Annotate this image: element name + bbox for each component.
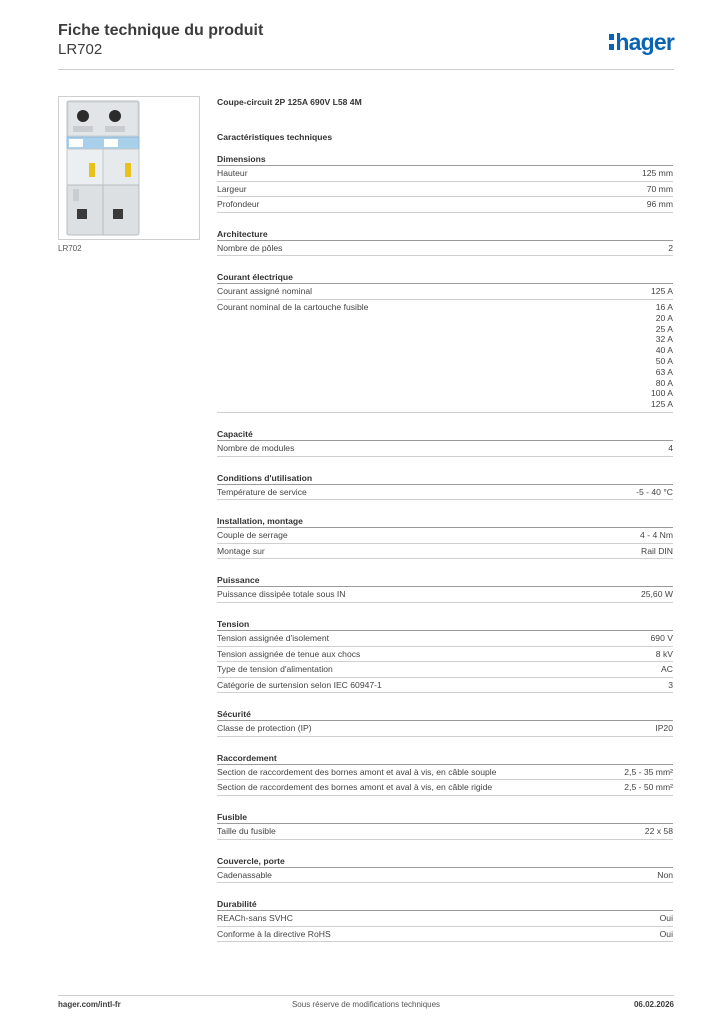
spec-label: Section de raccordement des bornes amont et aval à vis, en câble rigide (217, 782, 493, 793)
spec-label: Couple de serrage (217, 530, 288, 541)
spec-value-line: AC (661, 664, 673, 675)
spec-label: Profondeur (217, 199, 260, 210)
spec-value (668, 443, 673, 454)
spec-row (217, 721, 673, 737)
spec-value (660, 929, 673, 940)
spec-value-line: 63 A (655, 366, 673, 377)
spec-label: REACh-sans SVHC (217, 913, 293, 924)
spec-label: Hauteur (217, 168, 248, 178)
spec-value-line: 96 mm (646, 199, 673, 210)
spec-row (217, 166, 673, 182)
spec-value-line: 125 A (651, 286, 673, 297)
spec-value (624, 767, 673, 778)
logo-mark-icon (609, 34, 614, 50)
spec-value-line: 16 A (655, 301, 673, 312)
spec-row (217, 441, 673, 457)
spec-row (217, 678, 673, 694)
spec-label: Nombre de pôles (217, 242, 283, 253)
spec-section (217, 707, 673, 737)
spec-row (217, 182, 673, 198)
spec-row (217, 544, 673, 560)
spec-value (647, 184, 673, 195)
spec-row (217, 528, 673, 544)
spec-value (641, 589, 673, 600)
spec-value (655, 723, 673, 734)
spec-label: Largeur (217, 183, 247, 194)
footer-website[interactable]: hager.com/intl-fr (58, 1000, 121, 1009)
spec-row (217, 662, 673, 678)
spec-section (217, 854, 673, 884)
spec-label: Catégorie de surtension selon IEC 60947-1 (217, 679, 382, 690)
section-title: Tension (217, 617, 673, 631)
spec-label: Section de raccordement des bornes amont et aval à vis, en câble souple (217, 766, 497, 777)
spec-label: Tension assignée d'isolement (217, 632, 329, 643)
spec-value (660, 913, 673, 924)
spec-value-line: 50 A (655, 355, 673, 366)
spec-value-line: Rail DIN (641, 545, 673, 556)
spec-content (217, 96, 673, 942)
spec-value-line: 690 V (650, 632, 673, 643)
spec-row (217, 927, 673, 943)
footer-notice: Sous réserve de modifications techniques (291, 1000, 441, 1009)
spec-value-line: 40 A (655, 345, 673, 356)
spec-section (217, 152, 673, 213)
spec-label: Type de tension d'alimentation (217, 664, 333, 675)
spec-value (640, 530, 673, 541)
spec-value-line: 125 mm (641, 168, 673, 178)
fuse-holder-illustration (59, 97, 201, 241)
spec-label: Courant nominal de la cartouche fusible (217, 301, 369, 312)
spec-value (668, 243, 673, 254)
spec-value-line: 20 A (655, 312, 673, 323)
spec-label: Cadenassable (217, 869, 272, 880)
spec-value (624, 782, 673, 793)
spec-row (217, 284, 673, 300)
spec-section (217, 573, 673, 603)
spec-sections (217, 152, 673, 942)
spec-section (217, 617, 673, 693)
spec-row (217, 824, 673, 840)
spec-section (217, 427, 673, 457)
spec-value-line: Oui (659, 913, 673, 924)
spec-value (636, 487, 673, 498)
spec-value (641, 546, 673, 557)
product-image (58, 96, 200, 240)
product-name: Coupe-circuit 2P 125A 690V L58 4M (217, 97, 362, 107)
spec-row (217, 868, 673, 884)
spec-section (217, 227, 673, 257)
spec-value-line: Oui (659, 928, 673, 939)
logo-wordmark: hager (615, 29, 674, 55)
section-title: Courant électrique (217, 270, 673, 284)
spec-label: Tension assignée de tenue aux chocs (217, 648, 361, 659)
spec-value (645, 826, 673, 837)
spec-value-line: 25,60 W (640, 589, 673, 600)
product-reference: LR702 (58, 41, 103, 58)
section-title: Couvercle, porte (217, 854, 673, 868)
spec-value-line: 70 mm (646, 183, 673, 194)
spec-value (651, 302, 673, 410)
spec-value (651, 286, 673, 297)
spec-section (217, 514, 673, 559)
spec-value-line: 4 - 4 Nm (640, 530, 673, 541)
section-title: Sécurité (217, 707, 673, 721)
spec-row (217, 485, 673, 501)
spec-value (642, 168, 673, 179)
page-title: Fiche technique du produit (58, 22, 264, 39)
spec-row (217, 647, 673, 663)
footer-date: 06.02.2026 (633, 1000, 674, 1009)
spec-value-line: IP20 (655, 723, 673, 734)
spec-row (217, 765, 673, 781)
spec-row (217, 241, 673, 257)
page-footer (58, 995, 674, 1011)
spec-label: Montage sur (217, 545, 265, 556)
spec-value-line: 8 kV (655, 648, 673, 659)
spec-row (217, 300, 673, 413)
section-title: Puissance (217, 573, 673, 587)
spec-label: Nombre de modules (217, 442, 295, 453)
spec-section (217, 810, 673, 840)
spec-label: Puissance dissipée totale sous IN (217, 589, 346, 600)
spec-value-line: Non (657, 869, 673, 880)
section-title: Installation, montage (217, 514, 673, 528)
spec-label: Classe de protection (IP) (217, 723, 312, 734)
spec-value-line: 80 A (655, 377, 673, 388)
spec-value (661, 664, 673, 675)
spec-value (647, 199, 673, 210)
section-title: Conditions d'utilisation (217, 471, 673, 485)
spec-label: Courant assigné nominal (217, 286, 313, 297)
spec-value-line: 3 (668, 679, 673, 690)
spec-row (217, 631, 673, 647)
section-title: Dimensions (217, 152, 673, 166)
spec-row (217, 197, 673, 213)
spec-value-line: 100 A (651, 388, 673, 399)
spec-label: Taille du fusible (217, 826, 276, 837)
section-title: Raccordement (217, 751, 673, 765)
characteristics-title: Caractéristiques techniques (217, 132, 333, 142)
spec-section (217, 270, 673, 413)
spec-row (217, 780, 673, 796)
spec-value (656, 649, 673, 660)
spec-section (217, 897, 673, 942)
spec-value-line: 2,5 - 50 mm² (624, 782, 673, 793)
image-caption: LR702 (58, 244, 82, 253)
spec-value-line: 2 (668, 242, 673, 253)
spec-value (668, 680, 673, 691)
spec-label: Conforme à la directive RoHS (217, 928, 331, 939)
section-title: Capacité (217, 427, 673, 441)
spec-value-line: 32 A (655, 334, 673, 345)
section-title: Durabilité (217, 897, 673, 911)
page-header (58, 20, 674, 70)
spec-value (651, 633, 673, 644)
spec-section (217, 751, 673, 796)
spec-value-line: 125 A (651, 399, 673, 410)
spec-value-line: 25 A (655, 323, 673, 334)
spec-value-line: 22 x 58 (644, 826, 673, 837)
hager-logo (609, 29, 674, 55)
spec-row (217, 911, 673, 927)
section-title: Fusible (217, 810, 673, 824)
spec-row (217, 587, 673, 603)
section-title: Architecture (217, 227, 673, 241)
spec-value-line: 4 (668, 442, 673, 453)
spec-value-line: -5 - 40 °C (636, 486, 673, 497)
spec-value (657, 870, 673, 881)
spec-section (217, 471, 673, 501)
spec-label: Température de service (217, 486, 307, 497)
spec-value-line: 2,5 - 35 mm² (624, 766, 673, 777)
